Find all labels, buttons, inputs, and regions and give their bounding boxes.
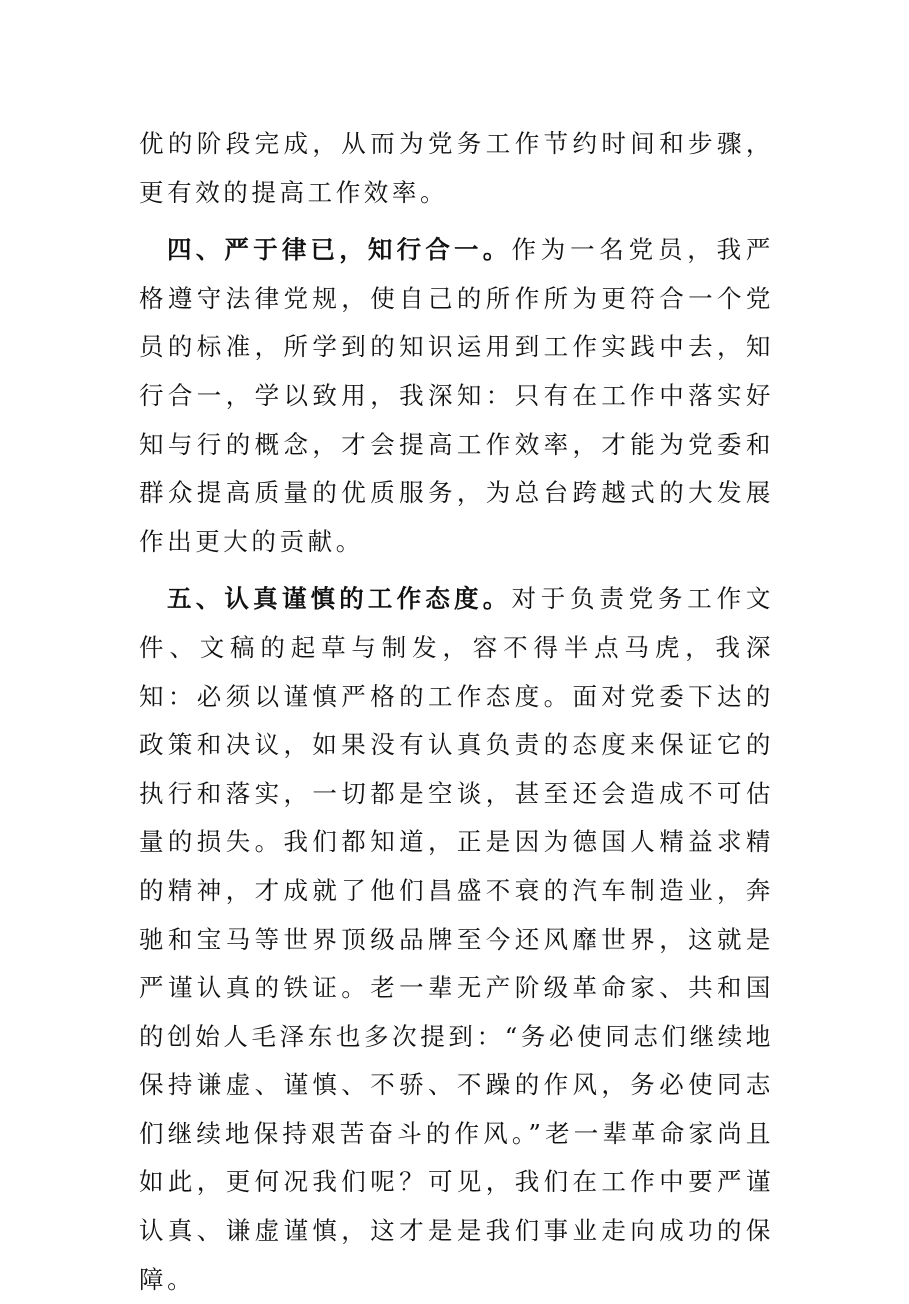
section-heading-four: 四、严于律已，知行合一。 xyxy=(167,235,512,265)
document-body xyxy=(139,120,774,1304)
paragraph-section-five xyxy=(139,575,774,1304)
paragraph-text: 对于负责党务工作文件、文稿的起草与制发，容不得半点马虎，我深知：必须以谨慎严格的工作态度。面对党委下达的政策和决议，如果没有认真负责的态度来保证它的执行和落实，一切都是空谈，甚至还会造成不可估量的损失。我们都知道，正是因为德国人精益求精的精神，才成就了他们昌盛不衰的汽车制造业，奔驰和宝马等世界顶级品牌至今还风靡世界，这就是严谨认真的铁证。老一辈无产阶级革命家、共和国的创始人毛泽东也多次提到：“务必使同志们继续地保持谦虚、谨慎、不骄、不躁的作风，务必使同志们继续地保持艰苦奋斗的作风。”老一辈革命家尚且如此，更何况我们呢？可见，我们在工作中要严谨认真、谦虚谨慎，这才是是我们事业走向成功的保障。 xyxy=(139,584,775,1294)
paragraph-continuation xyxy=(139,120,774,217)
section-heading-five: 五、认真谨慎的工作态度。 xyxy=(167,584,512,614)
paragraph-section-four xyxy=(139,226,774,566)
paragraph-text: 作为一名党员，我严格遵守法律党规，使自己的所作所为更符合一个党员的标准，所学到的知识运用到工作实践中去，知行合一，学以致用，我深知：只有在工作中落实好知与行的概念，才会提高工作效率，才能为党委和群众提高质量的优质服务，为总台跨越式的大发展作出更大的贡献。 xyxy=(139,235,775,556)
paragraph-text: 优的阶段完成，从而为党务工作节约时间和步骤，更有效的提高工作效率。 xyxy=(139,129,774,207)
